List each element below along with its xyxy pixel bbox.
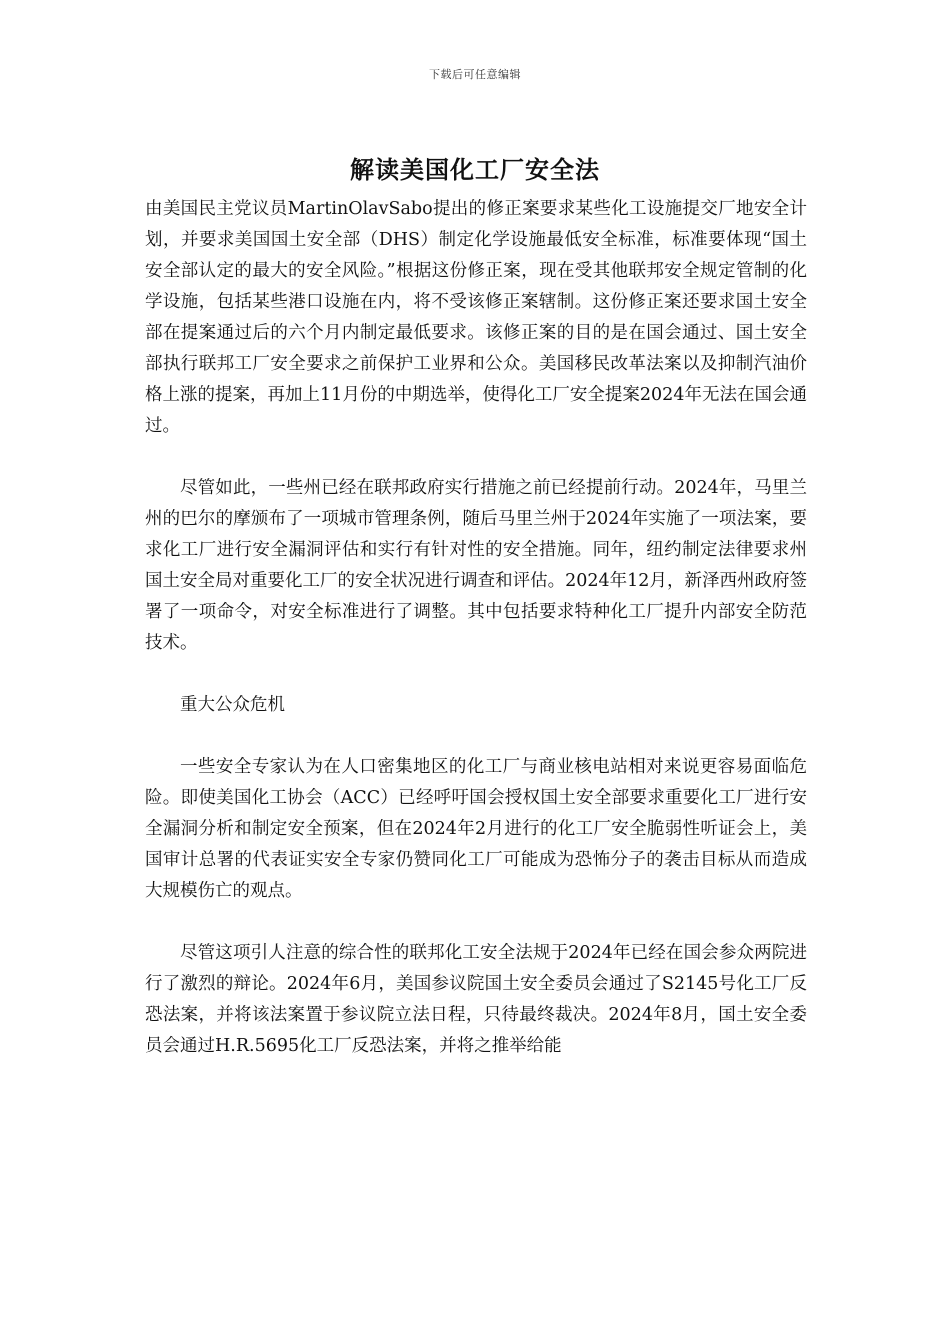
paragraph-1: 由美国民主党议员MartinOlavSabo提出的修正案要求某些化工设施提交厂地安全计划，并要求美国国土安全部（DHS）制定化学设施最低安全标准，标准要体现“国土安全部认定的最大的安全风险。”根据这份修正案，现在受其他联邦安全规定管制的化学设施，包括某些港口设施在内，将不受该修正案辖制。这份修正案还要求国土安全部在提案通过后的六个月内制定最低要求。该修正案的目的是在国会通过、国土安全部执行联邦工厂安全要求之前保护工业界和公众。美国移民改革法案以及抑制汽油价格上涨的提案，再加上11月份的中期选举，使得化工厂安全提案2024年无法在国会通过。 xyxy=(145,199,807,436)
paragraph-3: 一些安全专家认为在人口密集地区的化工厂与商业核电站相对来说更容易面临危险。即使美国化工协会（ACC）已经呼吁国会授权国土安全部要求重要化工厂进行安全漏洞分析和制定安全预案，但在2024年2月进行的化工厂安全脆弱性听证会上，美国审计总署的代表证实安全专家仍赞同化工厂可能成为恐怖分子的袭击目标从而造成大规模伤亡的观点。 xyxy=(145,757,807,901)
document-body xyxy=(145,194,807,1093)
paragraph-4: 尽管这项引人注意的综合性的联邦化工安全法规于2024年已经在国会参众两院进行了激烈的辩论。2024年6月，美国参议院国土安全委员会通过了S2145号化工厂反恐法案，并将该法案置于参议院立法日程，只待最终裁决。2024年8月，国土安全委员会通过H.R.5695化工厂反恐法案，并将之推举给能 xyxy=(145,943,807,1056)
section-heading: 重大公众危机 xyxy=(180,695,285,715)
paragraph-2: 尽管如此，一些州已经在联邦政府实行措施之前已经提前行动。2024年，马里兰州的巴尔的摩颁布了一项城市管理条例，随后马里兰州于2024年实施了一项法案，要求化工厂进行安全漏洞评估和实行有针对性的安全措施。同年，纽约制定法律要求州国土安全局对重要化工厂的安全状况进行调查和评估。2024年12月，新泽西州政府签署了一项命令，对安全标准进行了调整。其中包括要求特种化工厂提升内部安全防范技术。 xyxy=(145,478,807,653)
header-note: 下载后可任意编辑 xyxy=(429,68,521,81)
document-title: 解读美国化工厂安全法 xyxy=(350,155,600,184)
